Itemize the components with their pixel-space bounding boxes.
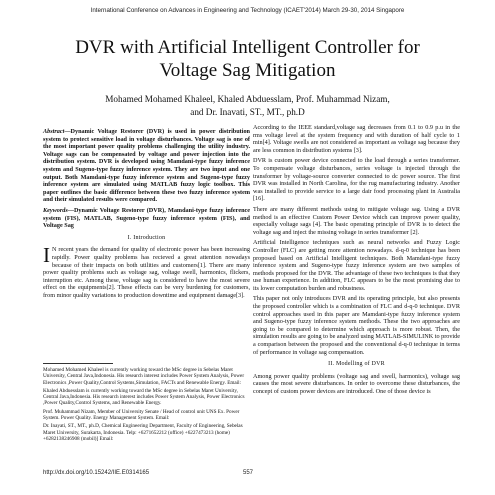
keywords-label: Keywords [43, 206, 68, 214]
paper-title-line1: DVR with Artificial Intelligent Controller for [75, 37, 420, 58]
paper-title [40, 36, 455, 82]
paper-title-line2: Voltage Sag Mitigation [159, 60, 336, 81]
author-line2: and Dr. Inavati, ST., MT., ph.D [190, 107, 305, 117]
keywords [43, 207, 250, 230]
drop-cap: I [43, 243, 50, 268]
footnote-1: Mohamed Mohamed Khaleel is currently working toward the MSc degree in Sebelas Maret University, Central Java,Indonesia. His research interest includes Power System Analysis, Power Electronics ,Power Quality,Control Systems,Simulation, FACTs and Renewable Energy. Email: [43, 367, 245, 386]
paragraph-dvr-description: DVR is custom power device connected to the load through a series transformer. To compensate voltage disturbances, series voltage is injected through the transformer by voltage-source converter connected to dc power source. The first DVR was installed in North Carolina, for the rug manufacturing industry. Another was installed to provide service to a large dair food processing plant in Australia [16]. [253, 157, 460, 203]
abstract-body: —Dynamic Voltage Restorer (DVR) is used in power distribution system to protect sensitive load in voltage disturbances. Voltage sag is one of the most important power quality problems challenging the utility industry. Voltage sags can be compensated by voltage and power injection into the distribution system. DVR is developed using Mamdani-type fuzzy inference system and Sugeno-type fuzzy inference system. They are two input and one output. Both Mamdani-type fuzzy inference system and Sugeno-type fuzzy inference system are simulated using MATLAB fuzzy logic toolbox. This paper outlines the basic difference between these two fuzzy inference system and their simulated results were compared. [43, 128, 250, 204]
section-heading-introduction: I. Introduction [127, 234, 166, 241]
section-heading-modelling: II. Modelling of DVR [328, 361, 385, 368]
doi-link[interactable]: http://dx.doi.org/10.15242/IIE.E0314165 [43, 470, 150, 476]
right-column [253, 124, 460, 399]
paragraph-mitigation-methods: There are many different methods using to mitigate voltage sag. Using a DVR method is an effective Custom Power Device which can improve power quality, especially voltage sags [4]. The basic operating principle of DVR is to detect the voltage sag and inject the missing voltage in series transformer [2]. [253, 205, 460, 236]
paragraph-ieee-standard: According to the IEEE standard,voltage sag decreases from 0.1 to 0.9 p.u in the rms voltage level at the system frequency and with duration of half cycle to 1 min[4]. Voltage swells are not considered as important as voltage sag because they are less common in distribution systems [3]. [253, 124, 460, 154]
author-line1: Mohamed Mohamed Khaleel, Khaled Abduesslam, Prof. Muhammad Nizam, [105, 94, 390, 104]
introduction-text: N recent years the demand for quality of electronic power has been increasing rapidly. Power quality problems has recieved a great attention nowadays because of their impacts on both utilities and customers[1]. There are many power quality problems such as voltage sag, voltage swell, harmonics, flickers, interruption etc. Among these, voltage sag is considered to have the most severe effect on the equipments[2]. These effects can be very burdening for customers, from minor quality variations to production downtime and equipment damage[3]. [43, 246, 250, 299]
left-column [43, 128, 250, 302]
paragraph-paper-outline: This paper not only introduces DVR and its operating principle, but also presents the proposed controller which is a combination of FLC and d-q-0 technique. DVR control approaches used in this paper are Mamdani-type fuzzy inference system and Sugeno-type fuzzy inference system methods. These the two approaches are going to be compared to determine which approach is more robust. Then, the simulation results are going to be analyzed using MATLAB-SIMULINK to provide a comparison between the proposed and the conventional d-q-0 technique in terms of performance in voltage sag compensation. [253, 295, 460, 356]
keywords-body: —Dynamic Voltage Restorer (DVR), Mamdani-type fuzzy inference system (FIS), MATLAB, Sugeno-type fuzzy inference system (FIS), and Voltage Sag [43, 206, 250, 230]
paragraph-modelling: Among power quality problems (voltage sag and swell, harmonics), voltage sag causes the most severe disturbances. In order to overcome these disturbances, the concept of custom power devices are introduced. One of those device is [253, 372, 460, 395]
footnote-4: Dr. Inayati, ST., MT., ph.D, Chemical Engineering Department, Faculty of Engineering, Sebelas Maret University, Surakarta, Indonesia. Telp: +6271652212 (office) +6227473213 (home) +6282138246908 (mobil)] Email: [43, 423, 243, 442]
paragraph-ai-techniques: Artificial Intelligence techniques such as neural networks and Fuzzy Logic Controller (FLC) are getting more attention nowadays. d-q-0 technique has been proposed based on Artificial Intelligent techniques. Both Mamdani-type fuzzy inference system and Sugeno-type fuzzy inference system are two samples of methods proposed for the DVR. The advantage of these two techniques is that they use human experience. In addition, FLC appears to be the most promising due to its lower computation burden and robustness. [253, 239, 460, 292]
conference-header: International Conference on Advances in Engineering and Technology (ICAET'2014) March 29-30, 2014 Singapore [90, 7, 405, 14]
introduction-paragraph [43, 243, 250, 299]
author-list [60, 93, 435, 119]
page-number: 557 [243, 470, 254, 476]
footnote-3: Prof. Muhammad Nizam, Member of University Senate / Head of control unit UNS Ex. Power System. Power Quality. Energy Management System. Email: [43, 408, 240, 422]
footnote-2: Khaled Abduesslam is currently working toward the MSc degree in Sebelas Maret University, Central Java,Indonesia. His research interest includes Power System Analysis, Power Electronics ,Power Quality,Control Systems, and Renewable Energy. [43, 387, 245, 407]
abstract-label: Abstract [43, 128, 65, 135]
abstract [43, 128, 250, 204]
author-footnotes [43, 363, 250, 444]
footnote-divider [43, 363, 113, 364]
